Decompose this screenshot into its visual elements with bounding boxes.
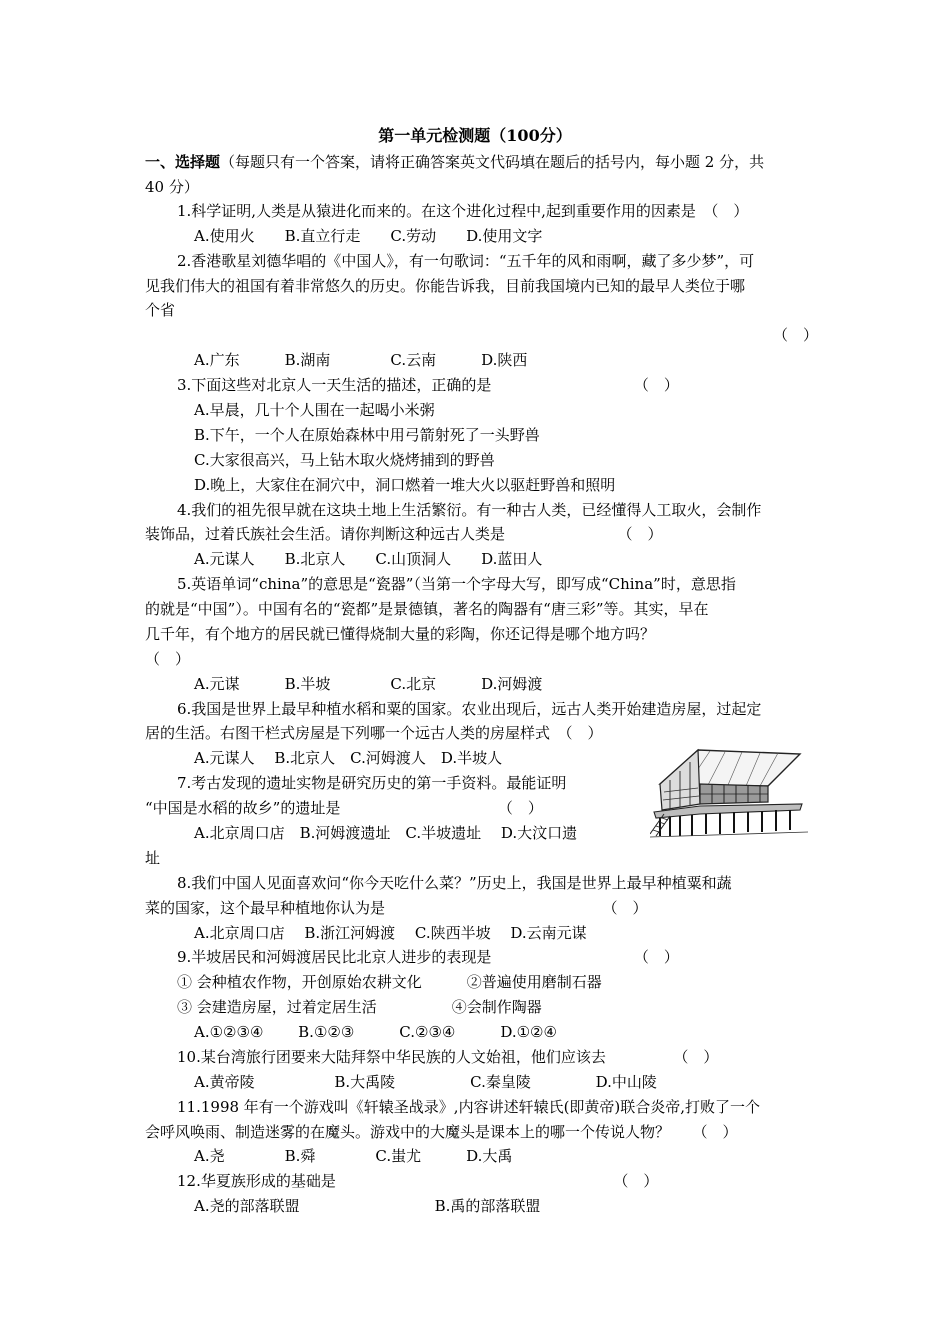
q5-answer-bracket: （ ） xyxy=(145,650,191,668)
section-instruction: （每题只有一个答案，请将正确答案英文代码填在题后的括号内，每小题 2 分，共 xyxy=(220,153,765,171)
q11-options: A.尧 B.舜 C.蚩尤 D.大禹 xyxy=(194,1147,513,1165)
q6-stem-line2: 居的生活。右图干栏式房屋是下列哪一个远古人类的房屋样式 （ ） xyxy=(145,724,603,742)
q2-stem-line3: 个省 xyxy=(145,301,176,319)
q5-stem-line1: 5.英语单词“china”的意思是“瓷器”（当第一个字母大写，即写成“China”时，意思指 xyxy=(177,575,736,593)
section-heading: 一、选择题 xyxy=(145,153,221,171)
q9-options: A.①②③④ B.①②③ C.②③④ D.①②④ xyxy=(194,1023,557,1041)
q12-options: A.尧的部落联盟 B.禹的部落联盟 xyxy=(194,1197,541,1215)
q1-options: A.使用火 B.直立行走 C.劳动 D.使用文字 xyxy=(194,227,543,245)
q3-option-d: D.晚上，大家住在洞穴中，洞口燃着一堆大火以驱赶野兽和照明 xyxy=(194,476,616,494)
page-title: 第一单元检测题（100分） xyxy=(378,126,572,145)
q7-stem-line1: 7.考古发现的遗址实物是研究历史的第一手资料。最能证明 xyxy=(177,774,567,792)
q9-items-line1: ① 会种植农作物，开创原始农耕文化 ②普遍使用磨制石器 xyxy=(177,973,602,991)
q6-options: A.元谋人 B.北京人 C.河姆渡人 D.半坡人 xyxy=(194,749,503,767)
q7-options-line2: 址 xyxy=(145,849,161,867)
q2-answer-bracket: （ ） xyxy=(773,326,819,344)
q5-stem-line2: 的就是“中国”）。中国有名的“瓷都”是景德镇，著名的陶器有“唐三彩”等。其实，早在 xyxy=(145,600,709,618)
q3-stem: 3.下面这些对北京人一天生活的描述，正确的是 （ ） xyxy=(177,376,679,394)
q3-option-c: C.大家很高兴，马上钻木取火烧烤捕到的野兽 xyxy=(194,451,495,469)
q2-options: A.广东 B.湖南 C.云南 D.陕西 xyxy=(194,351,528,369)
q2-stem-line2: 见我们伟大的祖国有着非常悠久的历史。你能告诉我，目前我国境内已知的最早人类位于哪 xyxy=(145,277,746,295)
q8-options: A.北京周口店 B.浙江河姆渡 C.陕西半坡 D.云南元谋 xyxy=(194,924,587,942)
q1-stem: 1.科学证明,人类是从猿进化而来的。在这个进化过程中,起到重要作用的因素是 （ ） xyxy=(177,202,749,220)
q9-stem: 9.半坡居民和河姆渡居民比北京人进步的表现是 （ ） xyxy=(177,948,679,966)
q3-option-a: A.早晨，几十个人围在一起喝小米粥 xyxy=(194,401,435,419)
q4-options: A.元谋人 B.北京人 C.山顶洞人 D.蓝田人 xyxy=(194,550,543,568)
q5-options: A.元谋 B.半坡 C.北京 D.河姆渡 xyxy=(194,675,543,693)
q10-options: A.黄帝陵 B.大禹陵 C.秦皇陵 D.中山陵 xyxy=(194,1073,657,1091)
q2-stem-line1: 2.香港歌星刘德华唱的《中国人》，有一句歌词：“五千年的风和雨啊，藏了多少梦”，可 xyxy=(177,252,755,270)
q11-stem-line2: 会呼风唤雨、制造迷雾的在魔头。游戏中的大魔头是课本上的哪一个传说人物？ （ ） xyxy=(145,1123,738,1141)
q7-options-line1: A.北京周口店 B.河姆渡遗址 C.半坡遗址 D.大汶口遗 xyxy=(194,824,578,842)
q10-stem: 10.某台湾旅行团要来大陆拜祭中华民族的人文始祖，他们应该去 （ ） xyxy=(177,1048,719,1066)
q4-stem-line1: 4.我们的祖先很早就在这块土地上生活繁衍。有一种古人类，已经懂得人工取火，会制作 xyxy=(177,501,762,519)
q9-items-line2: ③ 会建造房屋，过着定居生活 ④会制作陶器 xyxy=(177,998,542,1016)
q7-stem-line2: “中国是水稻的故乡”的遗址是 （ ） xyxy=(145,799,543,817)
q3-option-b: B.下午，一个人在原始森林中用弓箭射死了一头野兽 xyxy=(194,426,540,444)
q12-stem: 12.华夏族形成的基础是 （ ） xyxy=(177,1172,659,1190)
stilt-house-illustration xyxy=(650,744,808,840)
section-instruction-cont: 40 分） xyxy=(145,178,199,196)
q11-stem-line1: 11.1998 年有一个游戏叫《轩辕圣战录》,内容讲述轩辕氏(即黄帝)联合炎帝,打败了一个 xyxy=(177,1098,761,1116)
q8-stem-line2: 菜的国家，这个最早种植地你认为是 （ ） xyxy=(145,899,648,917)
q8-stem-line1: 8.我们中国人见面喜欢问“你今天吃什么菜？”历史上，我国是世界上最早种植粟和蔬 xyxy=(177,874,732,892)
section-heading-line xyxy=(145,150,764,174)
q4-stem-line2: 装饰品，过着氏族社会生活。请你判断这种远古人类是 （ ） xyxy=(145,525,663,543)
q6-stem-line1: 6.我国是世界上最早种植水稻和粟的国家。农业出现后，远古人类开始建造房屋，过起定 xyxy=(177,700,762,718)
q5-stem-line3: 几千年，有个地方的居民就已懂得烧制大量的彩陶，你还记得是哪个地方吗？ xyxy=(145,625,656,643)
